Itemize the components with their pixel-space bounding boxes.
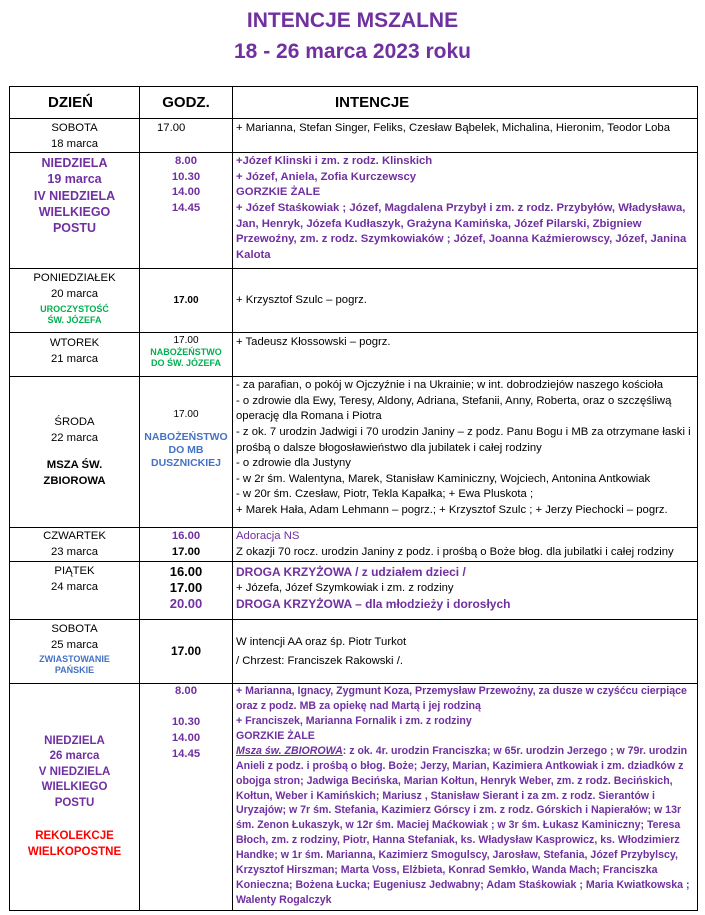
- day-date: 24 marca: [50, 580, 99, 593]
- sunday-name: POSTU: [52, 221, 97, 235]
- table-row: [10, 528, 698, 562]
- hour: 20.00: [169, 596, 203, 612]
- hour: 17.00: [171, 545, 201, 558]
- intentions-cell: [233, 333, 698, 377]
- feast-label: PAŃSKIE: [54, 665, 95, 676]
- intention: / Chrzest: Franciszek Rakowski /.: [236, 654, 403, 667]
- hour: 16.00: [169, 564, 203, 580]
- table-row: [10, 333, 698, 377]
- spacer: [140, 700, 232, 716]
- day-name: NIEDZIELA: [41, 156, 108, 171]
- day-date: 25 marca: [50, 638, 99, 651]
- service-label: DO MB: [168, 443, 204, 456]
- hour: 10.30: [171, 716, 201, 729]
- table-row: [10, 562, 698, 620]
- retreat-label: WIELKOPOSTNE: [27, 845, 122, 858]
- intention: + Marianna, Ignacy, Zygmunt Koza, Przemysław Przewoźny, za dusze w czyśćcu cierpiące oraz z podz. MB za opiekę nad Martą i jej rodziną: [236, 685, 687, 713]
- hour: 17.00: [157, 122, 186, 134]
- day-name: PIĄTEK: [54, 565, 95, 578]
- intention: + Marek Hała, Adam Lehmann – pogrz.; + Krzysztof Szulc ; + Jerzy Piechocki – pogrz.: [236, 503, 668, 516]
- day-cell: [10, 528, 140, 562]
- hour: 14.00: [171, 186, 201, 199]
- hour-cell: [140, 269, 233, 333]
- day-date: 19 marca: [47, 172, 102, 187]
- intention: DROGA KRZYŻOWA / z udziałem dzieci /: [236, 565, 466, 580]
- table-row: [10, 684, 698, 911]
- day-name: SOBOTA: [51, 122, 98, 134]
- hour: 14.45: [171, 747, 201, 760]
- day-name: SOBOTA: [51, 623, 98, 636]
- intentions-cell: [233, 377, 698, 528]
- hour: 17.00: [169, 580, 203, 596]
- intention: Adoracja NS: [236, 530, 300, 543]
- day-date: 21 marca: [50, 352, 99, 365]
- day-cell: [10, 119, 140, 153]
- hour: 8.00: [175, 685, 197, 698]
- intention: - w 20r śm. Czesław, Piotr, Tekla Kapałka; + Ewa Pluskota ;: [236, 488, 534, 501]
- day-date: 18 marca: [50, 137, 99, 150]
- table-row: [10, 153, 698, 269]
- page-subtitle: 18 - 26 marca 2023 roku: [234, 40, 471, 63]
- table-row: [10, 620, 698, 684]
- collective-mass-intentions: [236, 744, 695, 908]
- hour: 17.00: [173, 335, 199, 347]
- intention: + Józef Staśkowiak ; Józef, Magdalena Przybył i zm. z rodz. Przybyłów, Władysława, Jan, Henryk, Józefa Kudłaszyk, Grażyna Kamińska, Józef Pilarski, Zbigniew Przewoźny, zm. z rodz. Szymkowiaków ; Józef, Joanna Kaźmierowscy, Józef, Janina Kalota: [236, 201, 687, 261]
- intentions-cell: [233, 562, 698, 620]
- feast-label: UROCZYSTOŚĆ: [40, 304, 109, 315]
- day-name: NIEDZIELA: [44, 734, 105, 747]
- day-date: 23 marca: [50, 545, 99, 558]
- intention: GORZKIE ŻALE: [236, 186, 321, 199]
- day-name: ŚRODA: [54, 416, 95, 428]
- day-cell: [10, 620, 140, 684]
- service-label: DO ŚW. JÓZEFA: [150, 358, 221, 369]
- hour-cell: [140, 377, 233, 528]
- service-label: DUSZNICKIEJ: [150, 456, 221, 469]
- hour: 16.00: [171, 530, 201, 543]
- intentions-cell: [233, 119, 698, 153]
- day-date: 20 marca: [50, 287, 99, 300]
- collective-mass-label: ZBIOROWA: [43, 474, 106, 487]
- column-header-intentions: INTENCJE: [233, 87, 698, 119]
- collective-mass-label: Msza św. ZBIOROWA: [236, 744, 343, 757]
- column-header-hour: GODZ.: [140, 87, 233, 119]
- day-cell: [10, 269, 140, 333]
- intentions-cell: [233, 620, 698, 684]
- feast-label: ŚW. JÓZEFA: [47, 315, 102, 326]
- day-name: CZWARTEK: [43, 530, 106, 543]
- feast-label: ZWIASTOWANIE: [39, 654, 110, 665]
- table-row: [10, 269, 698, 333]
- collective-mass-label: MSZA ŚW.: [46, 459, 103, 472]
- hour-cell: [140, 562, 233, 620]
- intention: - o zdrowie dla Justyny: [236, 457, 351, 470]
- sunday-name: V NIEDZIELA: [38, 765, 111, 778]
- day-cell: [10, 562, 140, 620]
- intentions-cell: [233, 153, 698, 269]
- hour: 14.00: [171, 731, 201, 744]
- hour: 14.45: [171, 201, 201, 214]
- table-row: [10, 119, 698, 153]
- day-cell: [10, 153, 140, 269]
- hour: 17.00: [170, 643, 202, 658]
- hour-cell: [140, 620, 233, 684]
- intention: - w 2r śm. Walentyna, Marek, Stanisław Kaminiczny, Wojciech, Antonina Antkowiak: [236, 472, 651, 485]
- collective-mass-text: : z ok. 4r. urodzin Franciszka; w 65r. urodzin Jerzego ; w 79r. urodzin Anieli z podz. i prośbą o błog. Boże; Jerzy, Marian, Kazimiera Antkowiak i zm. dziadków z obojga stron; Jadwiga Becińska, Marian Kołtun, Henryk Weber, zm. z rodz. Becińskich, Kołtun, Weber i Kamińskich; Mariusz , Stanisław Sierant i za zm. z rodz. Sierantów i Uryzajów; w 7r śm. Stefania, Kazimierz Górscy i zm. z rodz. Górskich i Napierałów; w 13r śm. Zenon Łukaszyk, w 12r śm. Maciej Maćkowiak ; w 3r śm. Łukasz Kaminiczny; Teresa Błoch, zm. z rodziny, Piotr, Hanna Stefaniak, ks. Władysław Kasprowicz, ks. Włodzimierz Handke; w 1r śm. Marianna, Kazimierz Smogulscy, Jarosław, Stefania, Józef Przybylscy, Krzysztof Hirszman; Marta Voss, Elżbieta, Konrad Semkło, Wanda Mach; Franciszka Konieczna; Bożena Łucka; Eugeniusz Jedwabny; Adam Staśkowiak ; Maria Kwiatkowska ; Walenty Rogalczyk: [236, 744, 690, 906]
- day-name: PONIEDZIAŁEK: [33, 272, 116, 285]
- service-label: NABOŻEŃSTWO: [150, 347, 222, 358]
- day-date: 26 marca: [49, 750, 100, 763]
- sunday-name: WIELKIEGO: [41, 781, 108, 794]
- intentions-cell: [233, 684, 698, 911]
- intention: + Tadeusz Kłossowski – pogrz.: [236, 336, 391, 349]
- intention: - za parafian, o pokój w Ojczyźnie i na Ukrainie; w int. dobrodziejów naszego kościoła: [236, 379, 663, 392]
- day-cell: [10, 333, 140, 377]
- sunday-name: WIELKIEGO: [38, 204, 111, 219]
- intention: +Józef Klinski i zm. z rodz. Klinskich: [236, 155, 433, 168]
- page-title: INTENCJE MSZALNE: [246, 9, 459, 32]
- intentions-cell: [233, 269, 698, 333]
- hour: 8.00: [175, 155, 197, 168]
- hour: 17.00: [173, 409, 199, 421]
- table-row: [10, 377, 698, 528]
- column-header-day: DZIEŃ: [10, 87, 140, 119]
- hour-cell: [140, 153, 233, 269]
- hour-cell: [140, 119, 233, 153]
- intention: + Józef, Aniela, Zofia Kurczewscy: [236, 170, 417, 183]
- day-cell: [10, 684, 140, 911]
- intention: Z okazji 70 rocz. urodzin Janiny z podz. i prośbą o Boże błog. dla jubilatki i całej rodziny: [236, 545, 674, 558]
- intention: W intencji AA oraz śp. Piotr Turkot: [236, 635, 407, 648]
- day-cell: [10, 377, 140, 528]
- intention: - z ok. 7 urodzin Jadwigi i 70 urodzin Janiny – z podz. Panu Bogu i MB za otrzymane łaski i prośbą o dalsze błogosławieństwo dla jubilatek i całej rodziny: [236, 425, 691, 454]
- intention: + Franciszek, Marianna Fornalik i zm. z rodziny: [236, 715, 472, 727]
- day-date: 22 marca: [50, 431, 99, 444]
- table-header-row: [10, 87, 698, 119]
- sunday-name: POSTU: [54, 796, 95, 809]
- hour-cell: [140, 333, 233, 377]
- hour-cell: [140, 528, 233, 562]
- retreat-label: REKOLEKCJE: [35, 830, 114, 843]
- intentions-cell: [233, 528, 698, 562]
- intention: DROGA KRZYŻOWA – dla młodzieży i dorosłych: [236, 597, 511, 612]
- hour-cell: [140, 684, 233, 911]
- hour: 17.00: [173, 294, 199, 306]
- intention: GORZKIE ŻALE: [236, 729, 315, 742]
- sunday-name: IV NIEDZIELA: [33, 188, 116, 203]
- day-name: WTOREK: [49, 337, 100, 350]
- intention: + Marianna, Stefan Singer, Feliks, Czesław Bąbelek, Michalina, Hieronim, Teodor Loba: [236, 122, 671, 134]
- intentions-table: [9, 86, 698, 911]
- service-label: NABOŻEŃSTWO: [144, 430, 228, 443]
- hour: 10.30: [171, 170, 201, 183]
- intention: + Krzysztof Szulc – pogrz.: [236, 293, 367, 306]
- intention: - o zdrowie dla Ewy, Teresy, Aldony, Adriana, Stefanii, Anny, Roberta, oraz o szczęśliwą operację dla Romana i Piotra: [236, 394, 672, 423]
- intention: + Józefa, Józef Szymkowiak i zm. z rodziny: [236, 582, 454, 595]
